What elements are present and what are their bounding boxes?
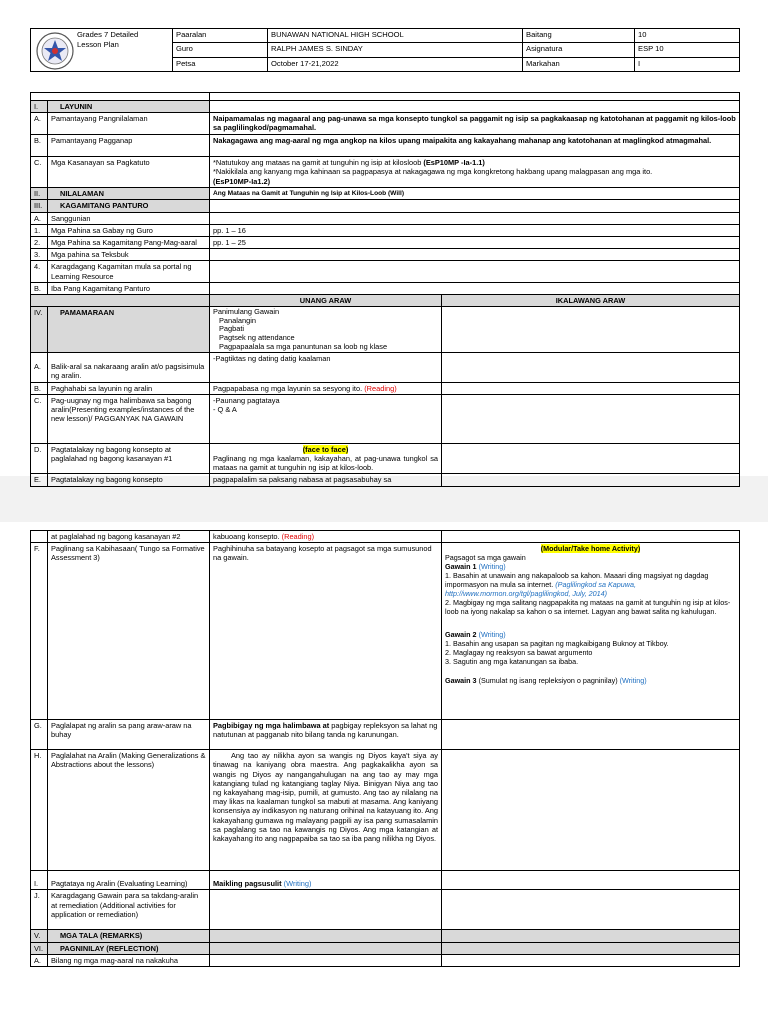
paghahabi-label: Paghahabi sa layunin ng aralin xyxy=(48,382,210,394)
iba-pang-kagamitan-label: Iba Pang Kagamitang Panturo xyxy=(48,282,210,294)
v-num: V. xyxy=(31,930,48,942)
asignatura-value: ESP 10 xyxy=(635,43,740,57)
pc-num: C. xyxy=(31,394,48,443)
paglalapat-label: Paglalapat ng aralin sa pang araw-araw na buhay xyxy=(48,720,210,750)
gawain-1-writing-tag: (Writing) xyxy=(478,562,506,572)
header-table xyxy=(30,28,740,72)
b-num: B. xyxy=(31,135,48,157)
pag-uugnay-value xyxy=(210,394,442,443)
pd-num: D. xyxy=(31,443,48,474)
gawain-1-step-1: 1. Basahin at unawain ang nakapaloob sa kahon. Maaari ding magsiyat ng dagdag impormasyon na mula sa internet. xyxy=(445,571,709,590)
deped-seal-icon xyxy=(35,31,75,71)
pagpapaalala: Pagpapaalala sa mga panuntunan sa loob ng klase xyxy=(219,341,388,351)
face-to-face-tag: (face to face) xyxy=(302,444,349,454)
pagtatalakay-2-cont-label: at paglalahad ng bagong kasanayan #2 xyxy=(48,531,210,543)
pamantayang-pagganap-value: Nakagagawa ang mag-aaral ng mga angkop na kilos upang maipakita ang kakayahang mahanap ang katotohanan at maglingkod atmagmahal. xyxy=(210,135,740,157)
gawain-1-citation: (Paglilingkod sa Kapuwa, http://www.mormon.org/tgl/paglilingkod, July, 2014) xyxy=(445,580,636,599)
pb-num: B. xyxy=(31,382,48,394)
karagdagang-gawain-label: Karagdagang Gawain para sa takdang-aralin at remediation (Additional activities for application or remediation) xyxy=(48,890,210,930)
paglalapat-text: pagbigay repleksyon sa lahat ng natutunan at pagganab nito bilang tanda ng karunungan. xyxy=(213,721,438,740)
va-num: A. xyxy=(31,954,48,966)
petsa-value: October 17-21,2022 xyxy=(268,57,523,71)
pagtataya-value xyxy=(210,871,442,890)
nilalaman-heading: NILALAMAN xyxy=(48,188,210,200)
kagamitang-mag-aaral-value: pp. 1 – 25 xyxy=(210,237,740,249)
balik-aral-value: -Pagtiktas ng dating datig kaalaman xyxy=(210,353,442,382)
bilang-mag-aaral-label: Bilang ng mga mag-aaral na nakakuha xyxy=(48,954,210,966)
deped-seal xyxy=(35,31,75,72)
pamantayang-pagganap-label: Pamantayang Pagganap xyxy=(48,135,210,157)
kabuoang-konsepto-text: kabuoang konsepto. xyxy=(213,532,280,541)
f-num: F. xyxy=(31,543,48,720)
lesson-table-page2 xyxy=(30,530,740,967)
kagamitang-panturo-heading: KAGAMITANG PANTURO xyxy=(48,200,210,212)
r1-num: 1. xyxy=(31,224,48,236)
unang-araw-header: UNANG ARAW xyxy=(210,295,442,307)
modular-activity-cell xyxy=(442,543,740,720)
baitang-label: Baitang xyxy=(523,29,635,43)
paglinang-kabihasaan-label: Paglinang sa Kabihasaan( Tungo sa Formative Assessment 3) xyxy=(48,543,210,720)
gawain-3-title: Gawain 3 xyxy=(445,676,477,686)
gabay-guro-value: pp. 1 – 16 xyxy=(210,224,740,236)
r4-num: 4. xyxy=(31,261,48,282)
pagtatalakay-2-label: Pagtatalakay ng bagong konsepto xyxy=(48,474,210,486)
iv-num: IV. xyxy=(31,307,48,353)
lesson-plan-title: Grades 7 Detailed xyxy=(77,30,139,39)
asignatura-label: Asignatura xyxy=(523,43,635,57)
gawain-2-step-1: 1. Basahin ang usapan sa pagitan ng magkaibigang Buknoy at Tikboy. xyxy=(445,639,669,649)
nilalaman-value: Ang Mataas na Gamit at Tunguhin ng Isip at Kilos-Loob (Will) xyxy=(210,188,740,200)
iii-num: III. xyxy=(31,200,48,212)
pagtatalakay-1-label: Pagtatalakay ng bagong konsepto at paglalahad ng bagong kasanayan #1 xyxy=(48,443,210,474)
layunin-num: I. xyxy=(31,101,48,113)
panalangin: Panalangin xyxy=(219,315,256,325)
ii-num: II. xyxy=(31,188,48,200)
pag-uugnay-label: Pag-uugnay ng mga halimbawa sa bagong aralin(Presenting examples/instances of the new lesson)/ PAGGANYAK NA GAWAIN xyxy=(48,394,210,443)
kasanayan-text-1: *Natutukoy ang mataas na gamit at tunguhin ng isip at kilosloob xyxy=(213,158,422,168)
c-num: C. xyxy=(31,157,48,188)
paglalahat-label: Paglalahat na Aralin (Making Generalizations & Abstractions about the lessons) xyxy=(48,750,210,871)
r3-num: 3. xyxy=(31,249,48,261)
page-one xyxy=(0,0,768,485)
kasanayan-code-1: (EsP10MP -Ia-1.1) xyxy=(423,158,485,168)
reading-tag: (Reading) xyxy=(364,383,397,393)
kasanayan-label: Mga Kasanayan sa Pagkatuto xyxy=(48,157,210,188)
pagtataya-label: Pagtataya ng Aralin (Evaluating Learning) xyxy=(48,871,210,890)
markahan-value: I xyxy=(635,57,740,71)
r2-num: 2. xyxy=(31,237,48,249)
pagtatalakay-2-cont-value xyxy=(210,531,442,543)
pagtsek-attendance: Pagtsek ng attendance xyxy=(219,333,295,343)
paghahabi-value xyxy=(210,382,442,394)
page-two xyxy=(0,522,768,1024)
kasanayan-text-2: *Nakikilala ang kanyang mga kahinaan sa pagpapasya at nakagagawa ng mga kongkretong hakbang upang malagpasan ang mga ito. xyxy=(213,167,653,177)
rb-num: B. xyxy=(31,282,48,294)
pagtataya-writing-tag: (Writing) xyxy=(283,879,312,889)
paaralan-label: Paaralan xyxy=(173,29,268,43)
gawain-2-step-2: 2. Maglagay ng reaksyon sa bawat argumento xyxy=(445,648,593,658)
paglinang-text: Paglinang ng mga kaalaman, kakayahan, at pag-unawa tungkol sa mataas na gamit at tunguhin ng isip at kilos-loob. xyxy=(213,454,438,473)
learning-resource-label: Karagdagang Kagamitan mula sa portal ng Learning Resource xyxy=(48,261,210,282)
lesson-plan-subtitle: Lesson Plan xyxy=(77,40,119,49)
pagninilay-heading: PAGNINILAY (REFLECTION) xyxy=(48,942,210,954)
gawain-2-step-3: 3. Sagutin ang mga katanungan sa ibaba. xyxy=(445,657,579,667)
paglalapat-bold: Pagbibigay ng mga halimbawa at xyxy=(213,721,330,731)
sanggunian-num: A. xyxy=(31,212,48,224)
pe-num: E. xyxy=(31,474,48,486)
gawain-1-step-2: 2. Magbigay ng mga salitang nagpapakita ng mataas na gamit at tunguhin ng isip at kilos-loob na iyong nakalap sa kahon o sa internet. Lagyan ang bawat salita ng kahulugan. xyxy=(445,598,731,617)
paghahabi-text: Pagpapabasa ng mga layunin sa sesyong ito. xyxy=(213,383,363,393)
mga-tala-heading: MGA TALA (REMARKS) xyxy=(48,930,210,942)
guro-value: RALPH JAMES S. SINDAY xyxy=(268,43,523,57)
pagsagot-intro: Pagsagot sa mga gawain xyxy=(445,553,526,563)
pamamaraan-heading: PAMAMARAAN xyxy=(48,307,210,353)
paglinang-kabihasaan-value: Paghihinuha sa batayang kosepto at pagsagot sa mga sumusunod na gawain. xyxy=(210,543,442,720)
gawain-2-writing-tag: (Writing) xyxy=(478,630,506,640)
teksbuk-label: Mga pahina sa Teksbuk xyxy=(48,249,210,261)
gawain-1-title: Gawain 1 xyxy=(445,562,477,572)
pamantayang-pangnilalaman-value: Naipamamalas ng magaaral ang pag-unawa sa mga konsepto tungkol sa paggamit ng isip sa pagkakaasap ng katotohanan at paggamit ng kilos-loob sa paglilingkod/pagmamahal. xyxy=(210,113,740,135)
paunang-pagtataya: -Paunang pagtataya xyxy=(213,395,280,405)
reading-tag-2: (Reading) xyxy=(281,532,315,541)
layunin-heading: LAYUNIN xyxy=(48,101,210,113)
petsa-label: Petsa xyxy=(173,57,268,71)
vi-num: VI. xyxy=(31,942,48,954)
kagamitang-mag-aaral-label: Mga Pahina sa Kagamitang Pang-Mag-aaral xyxy=(48,237,210,249)
gawain-2-title: Gawain 2 xyxy=(445,630,477,640)
markahan-label: Markahan xyxy=(523,57,635,71)
a-num: A. xyxy=(31,113,48,135)
pamantayang-pangnilalaman-label: Pamantayang Pangnilalaman xyxy=(48,113,210,135)
g-num: G. xyxy=(31,720,48,750)
pagtatalakay-2-value: pagpapalalim sa paksang nabasa at pagsasabuhay sa xyxy=(210,474,442,486)
ikalawang-araw-header: IKALAWANG ARAW xyxy=(442,295,740,307)
kasanayan-code-2: (EsP10MP-Ia1.2) xyxy=(213,176,271,186)
i-num: I. xyxy=(31,871,48,890)
pagtatalakay-1-value xyxy=(210,443,442,474)
q-and-a: - Q & A xyxy=(213,405,237,415)
sanggunian-label: Sanggunian xyxy=(48,212,210,224)
kasanayan-value xyxy=(210,157,740,188)
modular-tag: (Modular/Take home Activity) xyxy=(540,544,641,554)
gabay-guro-label: Mga Pahina sa Gabay ng Guro xyxy=(48,224,210,236)
gawain-3-writing-tag: (Writing) xyxy=(619,676,647,686)
paaralan-value: BUNAWAN NATIONAL HIGH SCHOOL xyxy=(268,29,523,43)
maikling-pagsusulit: Maikling pagsusulit xyxy=(213,879,282,889)
guro-label: Guro xyxy=(173,43,268,57)
baitang-value: 10 xyxy=(635,29,740,43)
gawain-3-text: (Sumulat ng isang repleksiyon o pagninilay) xyxy=(478,676,618,686)
lesson-table-page1 xyxy=(30,92,740,487)
h-num: H. xyxy=(31,750,48,871)
pamamaraan-unang-araw xyxy=(210,307,442,353)
header-title-cell xyxy=(31,29,173,72)
balik-aral-label: Balik-aral sa nakaraang aralin at/o pagsisimula ng aralin. xyxy=(48,353,210,382)
j-num: J. xyxy=(31,890,48,930)
pagbati: Pagbati xyxy=(219,324,245,334)
paglalapat-value xyxy=(210,720,442,750)
panimulang-gawain: Panimulang Gawain xyxy=(213,307,280,317)
paglalahat-value: Ang tao ay nilikha ayon sa wangis ng Diyos kaya't siya ay tinawag na kaniyang obra maestra. Ang pagkakalikha ayon sa wangis ng Diyos ay nangangahulugan na ang tao ay may mga katangiang tulad ng katangiang taglay Niya. Binigyan Niya ang tao ng kakayahang mag-isip, pumili, at gumusto. Ang tao ay nilalang na may likas na kaalaman tungkol sa mabuti at masama. Ang kaniyang konsensiya ay indikasyon ng naturang orihinal na katayuang ito. Ang kakayahang gumawa ng malayang pagpili ay isa pang sumasalamin sa paglalang sa tao na kawangis ng Diyos. Ang mga katangian at kakayahang ito ang nagpapaiba sa tao sa iba pang nilikha ng Diyos. xyxy=(210,750,442,871)
pa-num: A. xyxy=(31,353,48,382)
